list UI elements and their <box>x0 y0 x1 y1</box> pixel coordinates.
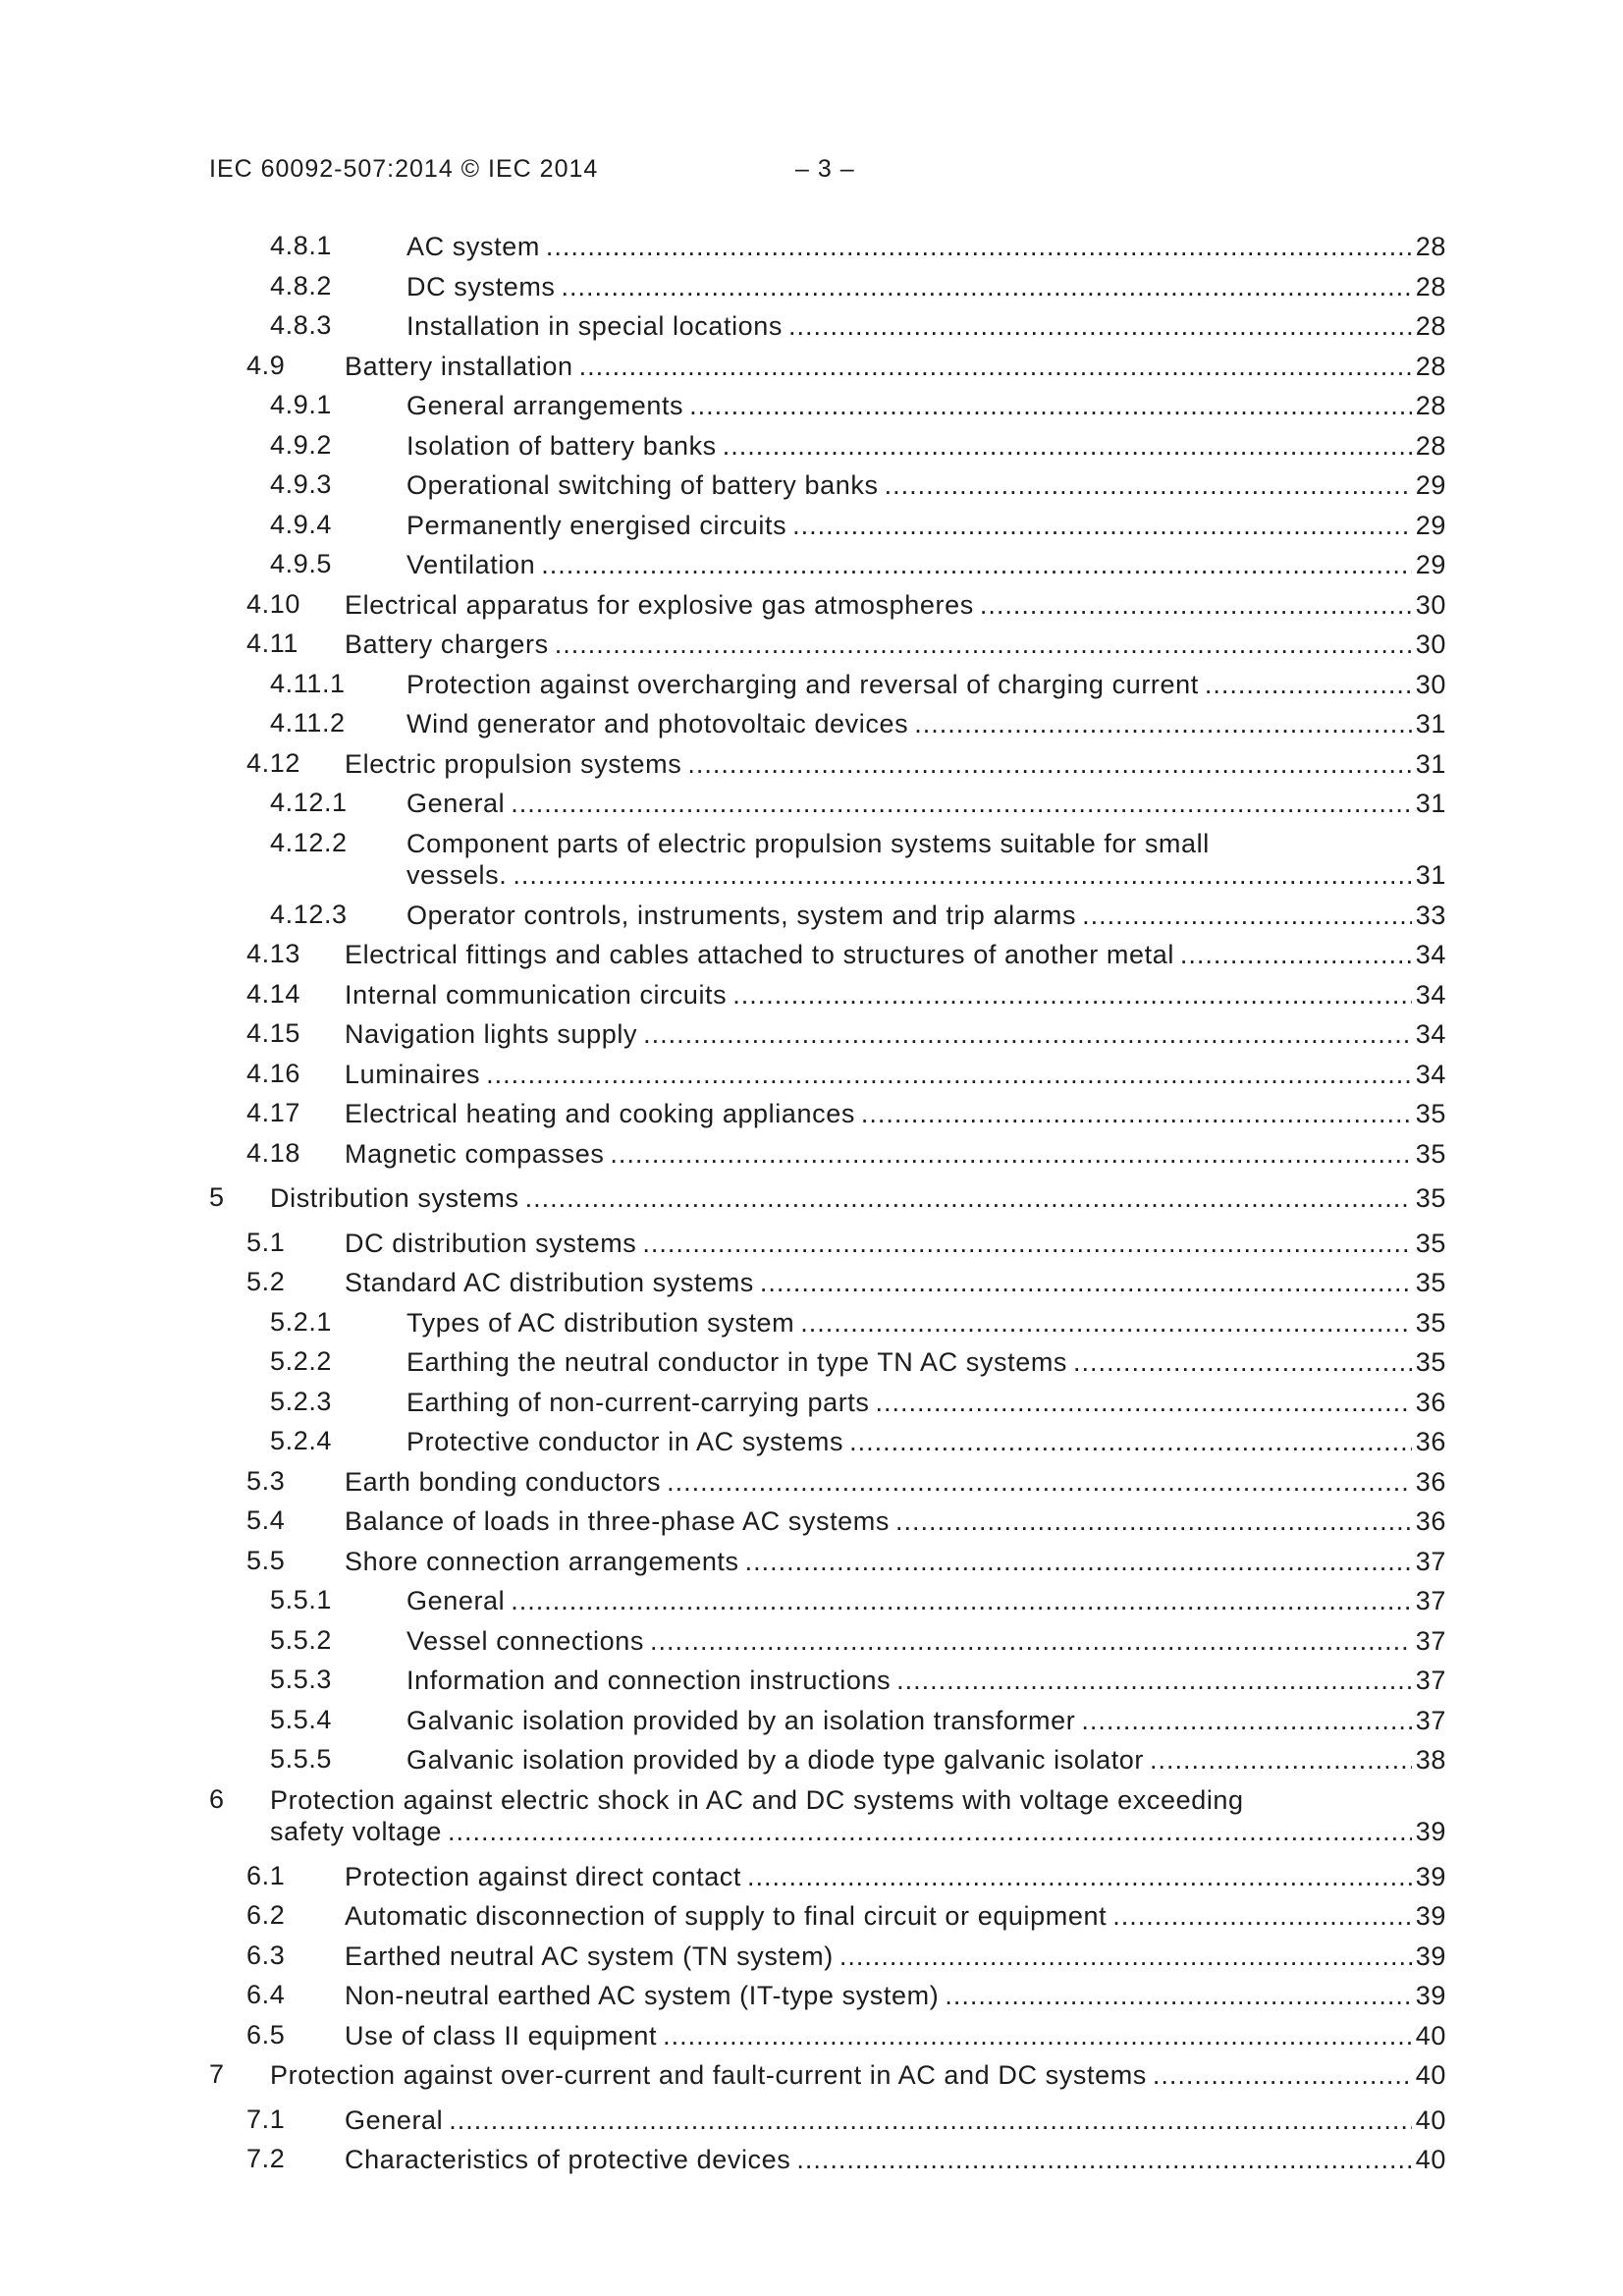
toc-entry[interactable] <box>209 1585 1446 1625</box>
toc-entry-number: 5.2.4 <box>270 1426 333 1455</box>
toc-entry-title: General <box>406 789 506 818</box>
toc-entry[interactable] <box>209 1018 1446 1059</box>
toc-entry-title: Distribution systems <box>270 1183 519 1213</box>
toc-entry-title-line: Component parts of electric propulsion systems suitable for small <box>406 828 1210 858</box>
toc-entry-number: 4.9.3 <box>270 469 333 499</box>
dot-leader <box>579 351 1412 382</box>
toc-entry-title: Use of class II equipment <box>345 2020 658 2050</box>
toc-entry-page: 35 <box>1415 1138 1446 1169</box>
toc-entry-number: 6 <box>209 1783 225 1814</box>
toc-entry[interactable] <box>209 748 1446 789</box>
toc-entry[interactable] <box>209 271 1446 311</box>
toc-entry-title-block <box>345 1941 1446 1972</box>
toc-entry-page: 36 <box>1415 1466 1446 1497</box>
toc-entry-title-block <box>406 430 1446 462</box>
toc-entry-title: Wind generator and photovoltaic devices <box>406 709 909 738</box>
toc-entry-page: 39 <box>1415 1901 1446 1931</box>
toc-entry-number: 5.5.5 <box>270 1744 333 1774</box>
toc-entry-number: 5.5.1 <box>270 1585 333 1614</box>
toc-entry-number: 7 <box>209 2059 225 2089</box>
toc-entry[interactable] <box>209 788 1446 828</box>
dot-leader <box>511 1585 1412 1616</box>
dot-leader <box>914 708 1412 739</box>
toc-entry-number: 5.5.4 <box>270 1704 333 1734</box>
toc-entry-number: 5 <box>209 1182 225 1212</box>
toc-entry-title-block <box>406 1665 1446 1696</box>
toc-entry-page: 35 <box>1415 1228 1446 1258</box>
toc-entry[interactable] <box>209 669 1446 709</box>
toc-entry-title-block <box>345 2105 1446 2136</box>
toc-entry-number: 4.9.4 <box>270 509 333 539</box>
page-header <box>209 155 896 189</box>
toc-entry-title: Permanently energised circuits <box>406 510 787 540</box>
toc-entry-page: 39 <box>1415 1981 1446 2010</box>
toc-entry[interactable] <box>209 1307 1446 1347</box>
toc-entry-number: 5.3 <box>246 1465 286 1496</box>
page-number: – 3 – <box>795 155 855 183</box>
toc-entry-title-block <box>406 310 1446 342</box>
toc-entry-title-block <box>406 469 1446 501</box>
dot-leader <box>760 1267 1412 1298</box>
toc-entry-number: 4.8.3 <box>270 310 333 340</box>
toc-entry-page: 28 <box>1415 232 1446 261</box>
toc-entry-title-block <box>345 351 1446 382</box>
dot-leader <box>732 979 1412 1011</box>
toc-entry-title-block <box>345 1138 1446 1170</box>
toc-entry-page: 36 <box>1415 1427 1446 1456</box>
toc-entry[interactable] <box>209 2144 1446 2184</box>
toc-entry-number: 4.9 <box>246 350 286 380</box>
toc-entry-title: Luminaires <box>345 1059 481 1089</box>
toc-entry-title-block <box>345 1228 1446 1259</box>
dot-leader <box>541 549 1412 580</box>
toc-entry-title-block <box>345 2020 1446 2051</box>
toc-entry-title-block <box>345 1018 1446 1050</box>
toc-entry-page: 36 <box>1415 1506 1446 1536</box>
dot-leader <box>796 2144 1411 2175</box>
toc-entry-page: 28 <box>1415 271 1446 301</box>
toc-entry-page: 31 <box>1415 709 1446 738</box>
toc-entry-title-block <box>406 1585 1446 1616</box>
toc-entry-title-block <box>345 1059 1446 1090</box>
dot-leader <box>1081 1705 1411 1736</box>
toc-entry[interactable] <box>209 351 1446 391</box>
dot-leader <box>945 1980 1411 2011</box>
toc-entry-title-block <box>406 1426 1446 1457</box>
toc-entry-number: 6.2 <box>246 1900 286 1930</box>
toc-entry-page: 39 <box>1415 1941 1446 1971</box>
toc-entry-title-block <box>406 1744 1446 1776</box>
dot-leader <box>747 1861 1412 1892</box>
dot-leader <box>687 748 1411 780</box>
toc-entry-title: General arrangements <box>406 391 684 420</box>
toc-entry[interactable] <box>209 1267 1446 1307</box>
toc-entry-number: 6.1 <box>246 1860 286 1890</box>
toc-entry[interactable] <box>209 1900 1446 1941</box>
toc-entry-title-block <box>345 1546 1446 1577</box>
toc-entry[interactable] <box>209 979 1446 1019</box>
toc-entry-title: Electric propulsion systems <box>345 748 682 779</box>
toc-entry-number: 4.14 <box>246 978 300 1009</box>
toc-entry[interactable] <box>209 549 1446 589</box>
toc-entry[interactable] <box>209 828 1446 900</box>
toc-entry-page: 35 <box>1415 1307 1446 1338</box>
toc-entry[interactable] <box>209 2105 1446 2145</box>
toc-entry-page: 35 <box>1415 1099 1446 1128</box>
toc-entry-number: 4.18 <box>246 1137 300 1168</box>
dot-leader <box>800 1307 1412 1339</box>
toc-entry[interactable] <box>209 1625 1446 1666</box>
toc-entry[interactable] <box>209 1228 1446 1268</box>
dot-leader <box>980 589 1412 621</box>
toc-entry[interactable] <box>209 1784 1446 1856</box>
toc-entry-title-block <box>345 1861 1446 1892</box>
toc-entry-title-block <box>406 900 1446 931</box>
toc-entry-number: 7.1 <box>246 2104 286 2134</box>
toc-entry[interactable] <box>209 1744 1446 1784</box>
toc-entry-number: 4.11 <box>246 629 298 658</box>
toc-entry-number: 4.9.5 <box>270 549 333 578</box>
toc-entry[interactable] <box>209 1098 1446 1138</box>
toc-entry-number: 4.12.1 <box>270 788 348 817</box>
toc-entry-title: Electrical apparatus for explosive gas atmospheres <box>345 589 974 620</box>
toc-entry-page: 34 <box>1415 940 1446 969</box>
toc-entry-title: Balance of loads in three-phase AC systems <box>345 1506 890 1536</box>
toc-entry[interactable] <box>209 1387 1446 1427</box>
toc-entry-title: Earthing of non-current-carrying parts <box>406 1387 870 1417</box>
dot-leader <box>513 859 1411 891</box>
toc-entry-title-block <box>345 1098 1446 1129</box>
toc-entry[interactable] <box>209 2020 1446 2060</box>
toc-entry-number: 6.4 <box>246 1980 286 2009</box>
toc-entry-number: 5.1 <box>246 1227 286 1257</box>
toc-entry-page: 29 <box>1415 470 1446 500</box>
dot-leader <box>839 1941 1412 1972</box>
toc-entry-title-block <box>406 669 1446 700</box>
toc-entry-page: 37 <box>1415 1546 1446 1576</box>
toc-entry-title-block <box>406 708 1446 739</box>
toc-entry[interactable] <box>209 1980 1446 2020</box>
toc-entry-number: 4.13 <box>246 939 300 968</box>
toc-entry-title-block <box>406 788 1446 819</box>
toc-entry-title-block <box>345 1267 1446 1298</box>
dot-leader <box>448 1816 1412 1847</box>
dot-leader <box>745 1546 1412 1577</box>
toc-entry-number: 4.9.2 <box>270 429 333 460</box>
toc-entry-page: 28 <box>1415 311 1446 341</box>
toc-entry-number: 4.12 <box>246 747 300 778</box>
dot-leader <box>849 1426 1412 1457</box>
toc-entry-number: 5.2.1 <box>270 1306 333 1337</box>
dot-leader <box>895 1505 1412 1537</box>
toc-entry-page: 35 <box>1415 1347 1446 1377</box>
toc-entry-title: Galvanic isolation provided by a diode type galvanic isolator <box>406 1745 1145 1775</box>
dot-leader <box>876 1387 1412 1418</box>
toc-entry-title: Operational switching of battery banks <box>406 470 879 500</box>
toc-entry-title: General <box>406 1586 506 1615</box>
dot-leader <box>1180 939 1412 970</box>
toc-entry[interactable] <box>209 1546 1446 1586</box>
toc-entry-page: 37 <box>1415 1586 1446 1615</box>
toc-entry-title: Operator controls, instruments, system and trip alarms <box>406 900 1077 930</box>
toc-entry[interactable] <box>209 900 1446 940</box>
toc-entry-number: 5.4 <box>246 1505 286 1535</box>
toc-entry[interactable] <box>209 231 1446 271</box>
toc-entry-title: Navigation lights supply <box>345 1019 638 1049</box>
toc-entry[interactable] <box>209 390 1446 430</box>
dot-leader <box>885 469 1412 501</box>
toc-entry-title: Installation in special locations <box>406 311 784 341</box>
toc-entry-page: 37 <box>1415 1666 1446 1695</box>
toc-entry-title: Protection against overcharging and reversal of charging current <box>406 669 1199 699</box>
toc-entry-title: Electrical fittings and cables attached to structures of another metal <box>345 940 1174 969</box>
toc-entry-title: safety voltage <box>270 1816 443 1846</box>
toc-entry-title: Isolation of battery banks <box>406 430 717 461</box>
toc-entry-number: 4.11.1 <box>270 668 346 698</box>
document-reference: IEC 60092-507:2014 © IEC 2014 <box>209 155 599 183</box>
toc-entry-title-block <box>406 828 1446 891</box>
dot-leader <box>792 510 1412 541</box>
toc-entry-title-block <box>270 2059 1446 2091</box>
toc-entry-title: Galvanic isolation provided by an isolation transformer <box>406 1705 1076 1735</box>
toc-entry[interactable] <box>209 2059 1446 2100</box>
toc-entry-title: Characteristics of protective devices <box>345 2145 791 2174</box>
toc-entry[interactable] <box>209 1059 1446 1099</box>
toc-entry-number: 5.5 <box>246 1545 286 1575</box>
toc-entry-title-block <box>406 510 1446 541</box>
toc-entry-page: 38 <box>1415 1745 1446 1775</box>
toc-entry-title: Earth bonding conductors <box>345 1466 662 1497</box>
dot-leader <box>1112 1900 1412 1932</box>
toc-entry-title: Vessel connections <box>406 1625 644 1656</box>
toc-entry-title: Non-neutral earthed AC system (IT-type system) <box>345 1981 940 2010</box>
toc-entry-title: Electrical heating and cooking appliances <box>345 1099 855 1128</box>
dot-leader <box>643 1018 1412 1050</box>
toc-entry-title-block <box>345 2144 1446 2175</box>
toc-entry[interactable] <box>209 1941 1446 1981</box>
toc-entry-page: 40 <box>1415 2105 1446 2135</box>
toc-entry-page: 31 <box>1415 789 1446 818</box>
toc-entry-number: 4.8.2 <box>270 270 333 301</box>
toc-entry-title: Shore connection arrangements <box>345 1546 739 1576</box>
toc-entry-title: Battery installation <box>345 351 573 381</box>
toc-entry-title: Standard AC distribution systems <box>345 1268 754 1297</box>
dot-leader <box>1153 2059 1412 2091</box>
toc-entry-number: 6.5 <box>246 2019 286 2050</box>
dot-leader <box>511 788 1412 819</box>
toc-entry-title-block <box>345 979 1446 1011</box>
toc-entry-number: 4.17 <box>246 1098 300 1127</box>
toc-entry-page: 33 <box>1415 900 1446 930</box>
toc-entry-page: 36 <box>1415 1387 1446 1417</box>
toc-entry-title-block <box>345 589 1446 621</box>
toc-entry-title-block <box>345 629 1446 660</box>
dot-leader <box>723 430 1412 462</box>
toc-entry-title-block <box>406 549 1446 580</box>
toc-entry-number: 4.12.2 <box>270 827 348 857</box>
toc-entry-page: 30 <box>1415 589 1446 620</box>
dot-leader <box>689 390 1412 421</box>
dot-leader <box>788 310 1412 342</box>
toc-entry-title-block <box>345 1466 1446 1498</box>
toc-entry-title: Magnetic compasses <box>345 1138 605 1169</box>
dot-leader <box>546 231 1412 262</box>
toc-entry-number: 5.5.3 <box>270 1665 333 1694</box>
toc-entry[interactable] <box>209 1346 1446 1387</box>
toc-entry[interactable] <box>209 708 1446 748</box>
toc-entry-title: DC systems <box>406 271 556 301</box>
toc-entry-number: 4.16 <box>246 1058 300 1088</box>
toc-entry-title: Types of AC distribution system <box>406 1307 795 1338</box>
dot-leader <box>1082 900 1412 931</box>
toc-entry[interactable] <box>209 1138 1446 1178</box>
toc-entry-page: 34 <box>1415 979 1446 1010</box>
toc-entry-title-block <box>406 390 1446 421</box>
toc-entry[interactable] <box>209 939 1446 979</box>
dot-leader <box>896 1665 1412 1696</box>
toc-entry-title-block <box>270 1784 1446 1847</box>
toc-entry-title-block <box>345 1980 1446 2011</box>
toc-entry[interactable] <box>209 469 1446 510</box>
toc-entry-page: 34 <box>1415 1019 1446 1049</box>
toc-entry-title-block <box>406 1625 1446 1657</box>
toc-entry-page: 40 <box>1415 2060 1446 2090</box>
dot-leader <box>449 2105 1412 2136</box>
toc-entry-page: 39 <box>1415 1861 1446 1891</box>
toc-entry-page: 37 <box>1415 1625 1446 1656</box>
toc-entry-title-block <box>345 1505 1446 1537</box>
toc-entry-number: 7.2 <box>246 2144 286 2173</box>
toc-entry-page: 30 <box>1415 629 1446 659</box>
toc-entry-number: 4.10 <box>246 588 300 619</box>
toc-entry-page: 28 <box>1415 351 1446 381</box>
toc-entry-page: 35 <box>1415 1268 1446 1297</box>
toc-entry-number: 4.15 <box>246 1018 300 1048</box>
toc-entry-title: Automatic disconnection of supply to final circuit or equipment <box>345 1901 1108 1931</box>
toc-entry-page: 29 <box>1415 510 1446 540</box>
toc-entry-title-block <box>406 1307 1446 1339</box>
dot-leader <box>610 1138 1411 1170</box>
toc-entry-title-block <box>406 1387 1446 1418</box>
toc-entry[interactable] <box>209 1426 1446 1466</box>
toc-entry[interactable] <box>209 1505 1446 1546</box>
toc-entry[interactable] <box>209 310 1446 351</box>
toc-entry-title: Protection against over-current and fault-current in AC and DC systems <box>270 2060 1147 2090</box>
toc-entry-title: Protective conductor in AC systems <box>406 1427 844 1456</box>
toc-entry-page: 35 <box>1415 1183 1446 1213</box>
toc-entry-title: AC system <box>406 232 540 261</box>
toc-entry-page: 30 <box>1415 669 1446 699</box>
toc-entry-page: 39 <box>1415 1816 1446 1846</box>
dot-leader <box>861 1098 1412 1129</box>
toc-entry-number: 4.8.1 <box>270 231 333 260</box>
toc-entry-title-block <box>270 1182 1446 1214</box>
toc-entry[interactable] <box>209 629 1446 669</box>
toc-entry-page: 28 <box>1415 391 1446 420</box>
toc-entry-title: Battery chargers <box>345 629 549 659</box>
dot-leader <box>1150 1744 1412 1776</box>
toc-entry-page: 37 <box>1415 1705 1446 1735</box>
toc-entry-title: DC distribution systems <box>345 1228 637 1258</box>
toc-entry[interactable] <box>209 430 1446 470</box>
toc-entry[interactable] <box>209 1705 1446 1745</box>
toc-entry-title-block <box>345 939 1446 970</box>
toc-entry[interactable] <box>209 1665 1446 1705</box>
dot-leader <box>667 1466 1412 1498</box>
toc-entry[interactable] <box>209 510 1446 550</box>
toc-entry-title: vessels. <box>406 859 508 890</box>
toc-entry-number: 5.2 <box>246 1267 286 1296</box>
toc-entry-title: General <box>345 2105 444 2135</box>
toc-entry-title-block <box>406 1346 1446 1378</box>
dot-leader <box>486 1059 1412 1090</box>
toc-entry-page: 34 <box>1415 1059 1446 1089</box>
toc-entry-page: 31 <box>1415 859 1446 890</box>
toc-entry-title-block <box>345 748 1446 780</box>
toc-entry-title-block <box>345 1900 1446 1932</box>
toc-entry-number: 4.12.3 <box>270 899 348 929</box>
dot-leader <box>555 629 1412 660</box>
toc-entry-title: Protection against direct contact <box>345 1861 742 1891</box>
toc-entry-title: Ventilation <box>406 550 536 579</box>
toc-entry[interactable] <box>209 1182 1446 1223</box>
toc-entry[interactable] <box>209 589 1446 629</box>
toc-entry-number: 4.11.2 <box>270 708 346 738</box>
dot-leader <box>663 2020 1412 2051</box>
toc-entry-page: 40 <box>1415 2145 1446 2174</box>
dot-leader <box>1205 669 1412 700</box>
toc-entry[interactable] <box>209 1466 1446 1506</box>
toc-entry-title-block <box>406 271 1446 302</box>
toc-entry-page: 31 <box>1415 748 1446 779</box>
dot-leader <box>525 1182 1412 1214</box>
toc-entry-number: 5.5.2 <box>270 1624 333 1655</box>
dot-leader <box>562 271 1412 302</box>
dot-leader <box>650 1625 1412 1657</box>
toc-entry-page: 40 <box>1415 2020 1446 2050</box>
toc-entry-page: 28 <box>1415 430 1446 461</box>
dot-leader <box>642 1228 1411 1259</box>
toc-entry-title: Internal communication circuits <box>345 979 728 1010</box>
toc-entry-number: 5.2.2 <box>270 1346 333 1376</box>
toc-entry-title-block <box>406 1705 1446 1736</box>
toc-entry-number: 5.2.3 <box>270 1386 333 1416</box>
toc-entry-title: Information and connection instructions <box>406 1666 892 1695</box>
dot-leader <box>1073 1346 1412 1378</box>
toc-entry-number: 4.9.1 <box>270 390 333 419</box>
toc-entry-title-line: Protection against electric shock in AC and DC systems with voltage exceeding <box>270 1784 1244 1815</box>
toc-entry-number: 6.3 <box>246 1940 286 1970</box>
toc-entry[interactable] <box>209 1861 1446 1901</box>
table-of-contents <box>209 231 1446 2184</box>
toc-entry-title-block <box>406 231 1446 262</box>
toc-entry-title: Earthing the neutral conductor in type TN AC systems <box>406 1347 1068 1377</box>
toc-entry-page: 29 <box>1415 550 1446 579</box>
toc-entry-title: Earthed neutral AC system (TN system) <box>345 1941 834 1971</box>
